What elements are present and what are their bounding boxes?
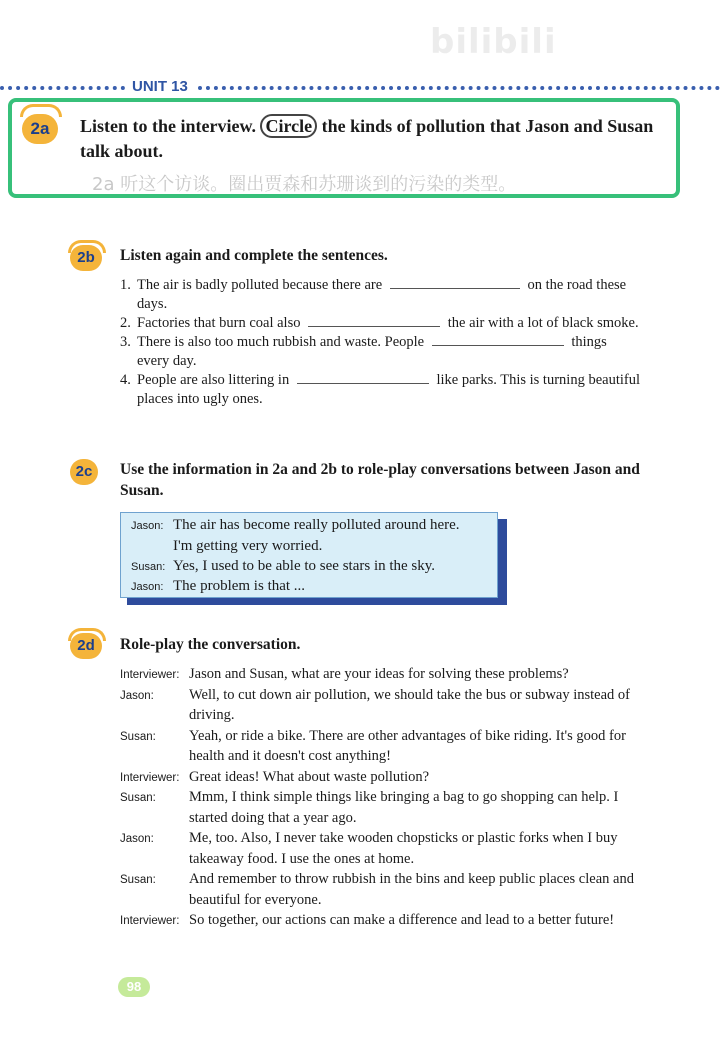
conversation-line: [120, 664, 640, 685]
sentence-item: [120, 314, 640, 333]
speaker-label: Jason:: [131, 581, 164, 593]
fill-in-blank[interactable]: [432, 333, 564, 346]
section-2d-heading: Role-play the conversation.: [120, 636, 301, 653]
conversation-line: [120, 828, 640, 869]
section-2d-badge: 2d: [70, 633, 102, 659]
unit-divider-left: [0, 86, 125, 90]
conversation-line: [120, 726, 640, 767]
sentence-list: [120, 276, 640, 409]
sentence-item: [120, 333, 640, 371]
conversation-line: [120, 910, 640, 931]
sentence-text: Factories that burn coal also: [137, 315, 301, 331]
sentence-number: 3.: [120, 334, 131, 350]
page-number: 98: [118, 977, 150, 997]
dialogue-line: [131, 558, 435, 575]
fill-in-blank[interactable]: [308, 314, 440, 327]
dialogue-text: Yes, I used to be able to see stars in the sky.: [173, 558, 436, 574]
sentence-item: [120, 276, 640, 314]
section-2c-heading: Use the information in 2a and 2b to role-play conversations between Jason and Susan.: [120, 461, 640, 499]
fill-in-blank[interactable]: [390, 276, 520, 289]
speaker-label: Jason:: [131, 520, 164, 532]
dialogue-line: [131, 578, 305, 595]
speaker-label: Susan:: [120, 730, 156, 743]
dialogue-text: The problem is that ...: [173, 578, 306, 594]
speaker-label: Interviewer:: [120, 915, 180, 927]
unit-divider-right: [198, 86, 720, 90]
sentence-number: 4.: [120, 372, 131, 388]
section-2c-badge: 2c: [70, 459, 98, 485]
sentence-number: 1.: [120, 277, 131, 293]
speaker-label: Interviewer:: [120, 669, 180, 681]
speaker-label: Jason:: [120, 833, 154, 845]
section-2b-heading: Listen again and complete the sentences.: [120, 247, 388, 264]
dialogue-text: I'm getting very worried.: [173, 538, 323, 554]
conversation-text: So together, our actions can make a difference and lead to a better future!: [189, 912, 615, 928]
conversation: [120, 664, 640, 931]
instruction-text: the kinds of pollution that Jason and Susan talk about.: [80, 116, 654, 161]
conversation-text: Me, too. Also, I never take wooden chopsticks or plastic forks when I buy takeaway food. I use the ones at home.: [189, 830, 618, 867]
circle-word: Circle: [260, 114, 317, 138]
dialogue-text: The air has become really polluted around here.: [173, 517, 460, 533]
bilibili-watermark: bilibili: [430, 22, 557, 62]
sentence-text: People are also littering in: [137, 372, 290, 388]
instruction-text: Listen to the interview.: [80, 116, 256, 136]
section-2a-badge: 2a: [22, 114, 58, 144]
section-2b-badge: 2b: [70, 245, 102, 271]
speaker-label: Susan:: [120, 792, 156, 804]
conversation-line: [120, 869, 640, 910]
sentence-text: There is also too much rubbish and waste. People: [137, 334, 425, 350]
speaker-label: Jason:: [120, 689, 154, 702]
sentence-text: the air with a lot of black smoke.: [447, 315, 639, 331]
speaker-label: Susan:: [131, 561, 166, 573]
conversation-text: Mmm, I think simple things like bringing a bag to go shopping can help. I started doing that a year ago.: [189, 789, 619, 826]
conversation-line: [120, 767, 640, 788]
sample-dialogue-box: [120, 512, 498, 598]
fill-in-blank[interactable]: [297, 371, 429, 384]
conversation-text: Yeah, or ride a bike. There are other advantages of bike riding. It's good for health and it doesn't cost anything!: [189, 727, 626, 764]
dialogue-line: [131, 538, 322, 555]
conversation-text: Great ideas! What about waste pollution?: [189, 768, 430, 785]
sentence-text: things every day.: [137, 334, 607, 369]
conversation-text: Well, to cut down air pollution, we should take the bus or subway instead of driving.: [189, 686, 631, 723]
speaker-label: Susan:: [120, 874, 156, 886]
sentence-text: on the road these days.: [137, 277, 627, 312]
dialogue-line: [131, 517, 460, 534]
section-2a-chinese-subtitle: 2a 听这个访谈。圈出贾森和苏珊谈到的污染的类型。: [92, 174, 517, 195]
conversation-line: [120, 685, 640, 726]
conversation-text: Jason and Susan, what are your ideas for solving these problems?: [189, 666, 569, 682]
section-2a-instruction: [80, 114, 680, 164]
sentence-text: The air is badly polluted because there are: [137, 277, 383, 293]
sentence-text: like parks. This is turning beautiful places into ugly ones.: [137, 372, 640, 407]
conversation-text: And remember to throw rubbish in the bins and keep public places clean and beautiful for everyone.: [189, 871, 634, 908]
sentence-item: [120, 371, 640, 409]
speaker-label: Interviewer:: [120, 771, 180, 784]
conversation-line: [120, 787, 640, 828]
unit-label: UNIT 13: [132, 78, 188, 95]
sentence-number: 2.: [120, 315, 131, 331]
